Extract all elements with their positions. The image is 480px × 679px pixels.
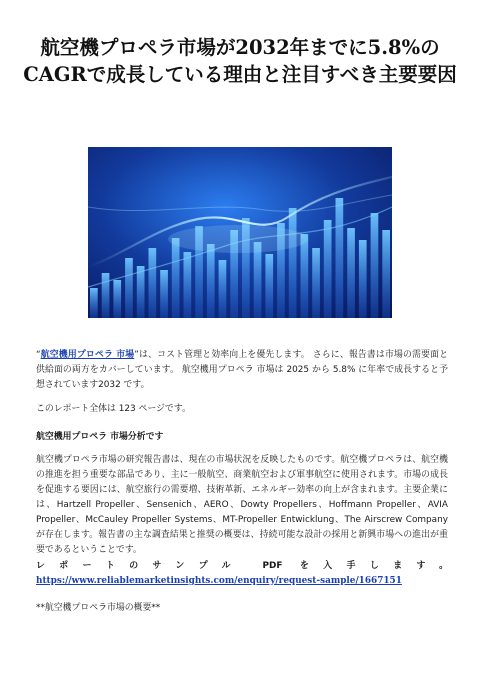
market-link[interactable]: 航空機用プロペラ 市場 (40, 350, 135, 360)
analysis-heading: 航空機用プロペラ 市場分析です (36, 432, 164, 442)
hero-bar (312, 248, 320, 318)
hero-bar (160, 270, 168, 318)
overview-heading: **航空機プロペラ市場の概要** (36, 603, 161, 613)
hero-bar (324, 220, 332, 318)
hero-bar (184, 252, 192, 318)
sample-request (36, 559, 448, 589)
hero-bar (347, 228, 355, 318)
sample-label: レポートのサンプル PDF を入手します。 (36, 561, 448, 571)
hero-bar (336, 198, 344, 318)
hero-bar (207, 244, 215, 318)
intro-text: ”は、コスト管理と効率向上を優先します。 さらに、報告書は市場の需要面と供給面の両方をカバーしています。 航空機用プロペラ 市場は 2025 から 5.8% に年率で成長すると予想されています2032 です。 (36, 350, 448, 390)
hero-bar (90, 288, 98, 318)
sample-link[interactable]: https://www.reliablemarketinsights.com/enquiry/request-sample/1667151 (36, 576, 402, 586)
hero-bar (371, 213, 379, 318)
hero-bar (125, 258, 133, 318)
hero-bar (289, 208, 297, 318)
quote-mark: “ (36, 350, 41, 360)
hero-image (88, 147, 392, 318)
hero-bar (172, 238, 180, 318)
page-title: 航空機プロペラ市場が2032年までに5.8%のCAGRで成長している理由と注目すべき主要要因 (23, 36, 457, 86)
hero-bar (359, 240, 367, 318)
intro-paragraph (36, 348, 448, 393)
hero-bar (265, 254, 273, 318)
hero-bar (113, 280, 121, 318)
analysis-paragraph: 航空機プロペラ市場の研究報告書は、現在の市場状況を反映したものです。航空機プロペラは、航空機の推進を担う重要な部品であり、主に一般航空、商業航空および軍事航空に使用されます。市場の成長を促進する要因には、航空旅行の需要増、技術革新、エネルギー効率の向上が含まれます。主要企業には、Hartzell Propeller、Sensenich、AERO、Dowty Propellers、Hoffmann Propeller、AVIA Propeller、McCauley Propeller Systems、MT-Propeller Entwicklung、The Airscrew Companyが存在します。報告書の主な調査結果と推奨の概要は、持続可能な設計の採用と新興市場への進出が重要であるということです。 (36, 455, 448, 555)
hero-bar (219, 260, 227, 318)
hero-bar (137, 266, 145, 318)
hero-bar (382, 230, 390, 318)
page-count-paragraph: このレポート全体は 123 ページです。 (36, 404, 191, 414)
hero-bar (254, 242, 262, 318)
hero-bar (149, 248, 157, 318)
hero-bar (301, 234, 309, 318)
hero-bar (102, 273, 110, 318)
